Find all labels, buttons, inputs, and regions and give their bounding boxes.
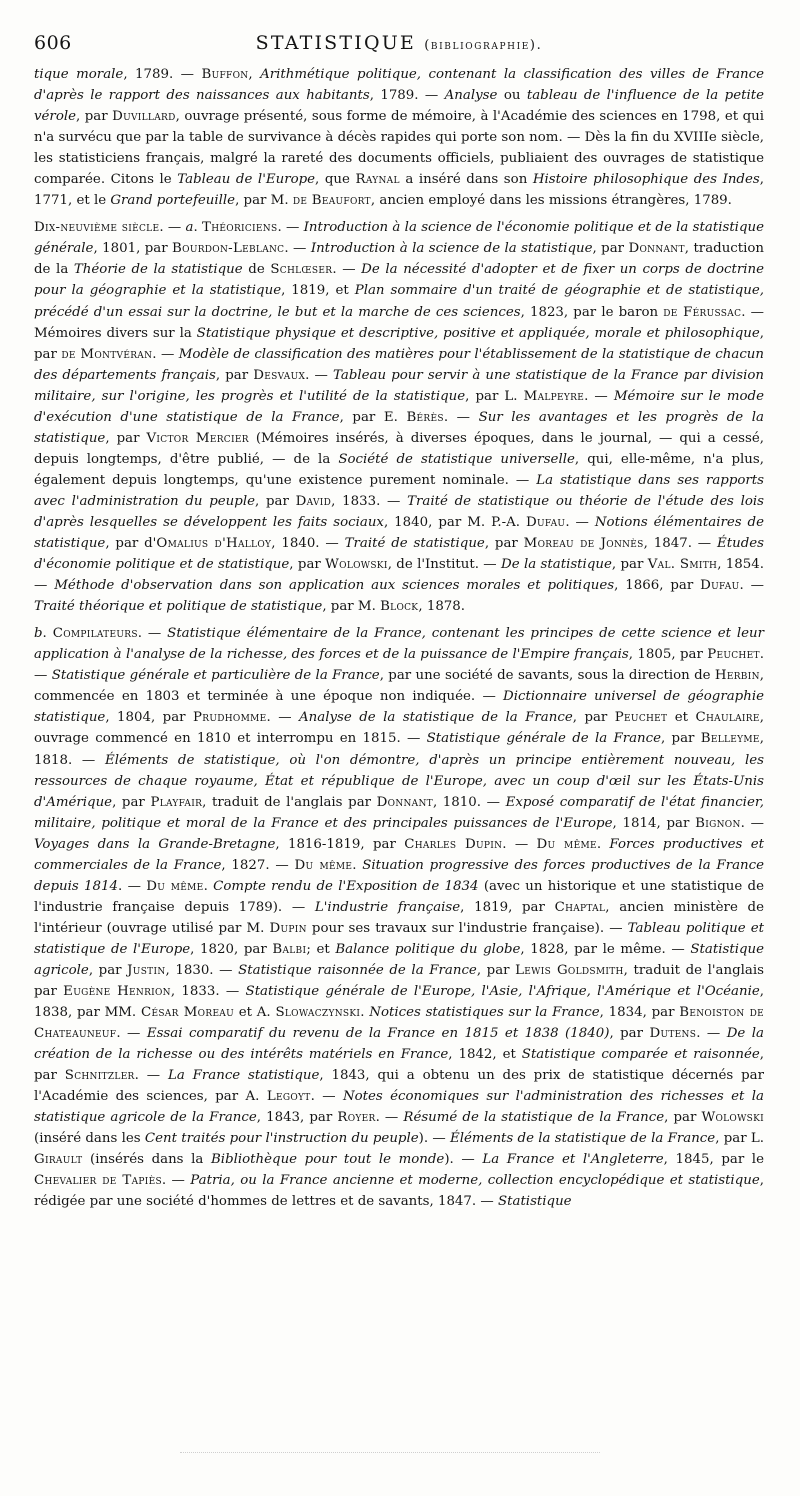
text-run: , traduction de la xyxy=(34,241,765,278)
text-run: , 1845, par le xyxy=(663,1152,764,1168)
text-run: , par M. xyxy=(322,599,381,615)
text-run: , par xyxy=(664,1110,702,1126)
italic-title: tique morale xyxy=(34,67,124,82)
text-run: , par xyxy=(34,325,764,362)
italic-title: La France et l'Angleterre xyxy=(482,1152,664,1168)
italic-title: Cent traités pour l'instruction du peuple xyxy=(144,1131,419,1147)
italic-title: De la création de la richesse ou des intérêts matériels en France xyxy=(34,1026,764,1063)
text-run: de xyxy=(242,262,271,278)
text-run: , par xyxy=(88,962,128,978)
italic-title: Sur les avantages et les progrès de la statistique xyxy=(34,409,764,446)
author-name: Girault xyxy=(34,1152,83,1168)
text-run: , par xyxy=(254,493,296,509)
text-run: ). — xyxy=(444,1152,483,1168)
italic-title: Voyages dans la Grande-Bretagne xyxy=(34,836,276,852)
italic-title: Exposé comparatif de l'état financier, militaire, politique et moral de la France et des principales puissances de l'Europe xyxy=(34,794,764,831)
author-name: Chaulaire xyxy=(695,710,760,726)
text-run: . — xyxy=(584,388,614,404)
text-run: , 1814, par xyxy=(612,815,696,831)
text-run: . — xyxy=(277,220,304,236)
author-name: Schlœser xyxy=(270,262,333,278)
document-body xyxy=(34,64,764,1213)
text-run: , 1866, par xyxy=(614,578,701,594)
text-run: , 1823, par le baron xyxy=(520,304,664,320)
author-name: David xyxy=(295,493,332,509)
text-run: , 1833. — xyxy=(331,493,408,509)
italic-title: L'industrie française xyxy=(314,899,461,915)
text-run: . — xyxy=(740,815,765,831)
text-run: , par L. xyxy=(715,1131,764,1147)
text-run: , par xyxy=(105,430,147,446)
text-run: , 1804, par xyxy=(105,710,194,726)
text-run: , 1843, par xyxy=(256,1110,338,1126)
author-name: Du même xyxy=(294,857,353,873)
text-run: , ouvrage présenté, sous forme de mémoire, à l'Académie des sciences en 1798, et qui n'a survécu que par la table de survivance à décès rapides qui porte son nom. — Dès la fin du XVIIIe siècle, les statisticiens français, malgré la rareté des documents officiels, publiaient des ouvrages de statistique comparée. Citons le xyxy=(34,109,764,188)
italic-title: tableau de l'influence de la petite vérole xyxy=(34,88,764,125)
italic-title: Modèle de classification des matières pour l'établissement de la statistique de chacun des départements français xyxy=(34,346,764,383)
text-run: . — xyxy=(565,514,595,530)
text-run: , par xyxy=(484,536,524,552)
italic-title: Compte rendu de l'Exposition de 1834 xyxy=(213,878,479,894)
text-run: et xyxy=(667,710,696,726)
text-run: , traduit de l'anglais par xyxy=(34,962,764,1000)
italic-title: Plan sommaire d'un traité de géographie et de statistique, précédé d'un essai sur la doctrine, le but et la marche de ces sciences xyxy=(34,283,764,320)
italic-title: Balance politique du globe xyxy=(335,941,521,957)
author-name: Benoiston de Chateauneuf xyxy=(34,1005,765,1042)
text-run: . — xyxy=(310,1089,343,1105)
text-run: , rédigée par une société d'hommes de lettres et de savants, 1847. — xyxy=(34,1173,764,1210)
author-name: Duvillard xyxy=(112,109,176,125)
text-run: , 1830. — xyxy=(165,962,239,978)
text-run: , par xyxy=(592,241,629,257)
text-run: , 1838, par MM. xyxy=(34,984,765,1021)
text-run: . — xyxy=(502,836,537,852)
italic-title: Statistique générale de l'Europe, l'Asie, l'Afrique, l'Amérique et l'Océanie xyxy=(245,984,760,1000)
text-run: . — xyxy=(375,1110,404,1126)
italic-title: Statistique élémentaire de la France, contenant les principes de cette science et leur application à l'analyse de la richesse, des forces et de la puissance de l'Empire français xyxy=(34,626,764,663)
italic-title: Statistique générale de la France xyxy=(426,731,662,747)
author-name: Wolowski xyxy=(325,557,388,573)
text-run: , par d' xyxy=(105,536,157,552)
paragraph xyxy=(34,217,764,617)
text-run: , 1819, et xyxy=(281,283,355,299)
text-run: et A. xyxy=(234,1005,276,1021)
author-name: Donnant xyxy=(628,241,685,257)
text-run: , de l'Institut. — xyxy=(387,557,501,573)
text-run: , qui, elle-même, n'a plus, également depuis longtemps, qu'une existence purement nominale. — xyxy=(34,451,764,488)
italic-title: b xyxy=(34,626,43,642)
text-run: . — xyxy=(305,367,334,383)
text-run: . — xyxy=(118,878,147,894)
italic-title: Tableau de l'Europe xyxy=(177,172,316,188)
author-name: Victor Mercier xyxy=(146,430,249,446)
text-run: a inséré dans son xyxy=(399,172,533,188)
text-run: ; et xyxy=(306,941,336,957)
text-run: , 1789. — xyxy=(369,88,445,104)
text-run: . — xyxy=(137,626,168,642)
text-run: ou xyxy=(497,88,527,104)
italic-title: Résumé de la statistique de la France xyxy=(403,1110,665,1126)
text-run: . — xyxy=(159,220,186,236)
text-run: (insérés dans la xyxy=(82,1152,211,1168)
italic-title: Introduction à la science de l'économie politique et de la statistique générale xyxy=(34,220,764,257)
italic-title: Traité théorique et politique de statistique xyxy=(34,599,323,615)
author-name: Chaptal xyxy=(554,899,606,915)
text-run: , par E. xyxy=(339,409,407,425)
italic-title: Forces productives et commerciales de la France xyxy=(34,836,764,873)
italic-title: Analyse xyxy=(444,88,498,104)
author-name: Bignon xyxy=(695,815,741,831)
author-name: Bérès xyxy=(406,409,444,425)
italic-title: Essai comparatif du revenu de la France en 1815 et 1838 (1840) xyxy=(146,1026,610,1042)
paragraph xyxy=(34,623,764,1212)
author-name: Buffon xyxy=(201,67,249,82)
italic-title: De la nécessité d'adopter et de fixer un corps de doctrine pour la géographie et la statistique xyxy=(34,262,764,299)
italic-title: Dictionnaire universel de géographie statistique xyxy=(34,689,764,726)
author-name: Raynal xyxy=(355,172,400,188)
running-title-sub: (bibliographie). xyxy=(424,38,543,53)
text-run: , 1816-1819, par xyxy=(275,836,405,852)
italic-title: Études d'économie politique et de statistique xyxy=(34,536,764,573)
author-name: Balbi xyxy=(272,941,307,957)
text-run: . xyxy=(360,1005,370,1021)
text-run: . — xyxy=(161,1173,191,1189)
author-name: Malpeyre xyxy=(523,388,585,404)
text-run: , 1820, par xyxy=(190,941,273,957)
author-name: Legoyt xyxy=(266,1089,311,1105)
text-run: , par xyxy=(34,1047,764,1084)
text-run: , par une société de savants, sous la direction de xyxy=(379,668,715,684)
author-name: Du même xyxy=(536,836,597,852)
paragraph xyxy=(34,64,764,211)
author-name: Dufau xyxy=(700,578,740,594)
text-run: , traduit de l'anglais par xyxy=(202,794,377,810)
author-name: de Beaufort xyxy=(292,193,371,209)
text-run: (Mémoires insérés, à diverses époques, dans le journal, — qui a cessé, depuis longtemps, d'être publié, — de la xyxy=(34,430,764,467)
text-run: (inséré dans les xyxy=(34,1131,145,1147)
text-run: . xyxy=(42,626,53,642)
italic-title: Théorie de la statistique xyxy=(73,262,243,278)
text-run: , par xyxy=(661,731,701,747)
text-run: . — xyxy=(739,578,764,594)
italic-title: Situation progressive des forces productives de la France depuis 1814 xyxy=(34,857,764,894)
author-name: de Férussac xyxy=(663,304,742,320)
author-name: Lewis Goldsmith xyxy=(515,962,624,978)
text-run: , par xyxy=(76,109,113,125)
text-run: . xyxy=(596,836,610,852)
text-run: , par xyxy=(289,557,326,573)
italic-title: Société de statistique universelle xyxy=(338,451,575,467)
author-name: Playfair xyxy=(150,794,203,810)
italic-title: Traité de statistique ou théorie de l'étude des lois d'après lesquelles se développent les faits sociaux xyxy=(34,493,764,530)
text-run: , par xyxy=(572,710,615,726)
text-run: , 1827. — xyxy=(221,857,295,873)
text-run: , 1840, par M. P.-A. xyxy=(383,514,526,530)
text-run: , par xyxy=(611,557,648,573)
author-name: Théoriciens xyxy=(202,220,278,236)
text-run: . — xyxy=(152,346,179,362)
author-name: Moreau de Jonnès xyxy=(523,536,644,552)
text-run: . — xyxy=(134,1068,168,1084)
author-name: Desvaux xyxy=(253,367,306,383)
author-name: Bourdon-Leblanc xyxy=(172,241,285,257)
italic-title: Notes économiques sur l'administration des richesses et la statistique agricole de la France xyxy=(34,1089,764,1126)
author-name: Donnant xyxy=(376,794,433,810)
italic-title: Bibliothèque pour tout le monde xyxy=(211,1152,445,1168)
author-name: Dutens xyxy=(649,1026,697,1042)
text-run: , par L. xyxy=(465,388,524,404)
author-name: Prudhomme xyxy=(193,710,267,726)
page-number: 606 xyxy=(34,32,72,54)
text-run: . — xyxy=(332,262,362,278)
italic-title: Statistique xyxy=(497,1194,572,1210)
text-run: , que xyxy=(315,172,356,188)
text-run: . — Mémoires divers sur la xyxy=(34,304,764,341)
text-run: , 1810. — xyxy=(432,794,506,810)
italic-title: Éléments de statistique, où l'on démontre, d'après un principe entièrement nouveau, les ressources de chaque royaume, État et république de l'Europe, avec un coup d'œil sur les États-Unis d'Amérique xyxy=(34,752,765,810)
italic-title: Méthode d'observation dans son application aux sciences morales et politiques xyxy=(54,578,615,594)
text-run: , 1854. — xyxy=(34,557,764,594)
text-run: , 1847. — xyxy=(643,536,717,552)
text-run: (avec un historique et une statistique de l'industrie française depuis 1789). — xyxy=(34,878,764,915)
text-run: . xyxy=(352,857,363,873)
italic-title: Statistique physique et descriptive, positive et appliquée, morale et philosophique xyxy=(196,325,760,341)
author-name: Block xyxy=(380,599,419,615)
author-name: Charles Dupin xyxy=(404,836,503,852)
text-run: , 1819, par xyxy=(460,899,555,915)
author-name: Belleyme xyxy=(700,731,760,747)
italic-title: Statistique agricole xyxy=(34,941,764,978)
text-run: , par xyxy=(215,367,254,383)
text-run: , 1789. — xyxy=(123,67,202,82)
author-name: Dix-neuvième siècle xyxy=(34,220,160,236)
author-name: Peuchet xyxy=(614,710,668,726)
author-name: Eugène Henrion xyxy=(63,984,171,1000)
italic-title: Analyse de la statistique de la France xyxy=(299,710,573,726)
text-run: , 1828, par le même. — xyxy=(520,941,691,957)
text-run: , par xyxy=(609,1026,650,1042)
text-run: , 1878. xyxy=(418,599,466,615)
text-run: , 1818. — xyxy=(34,731,764,768)
text-run: . — xyxy=(443,409,479,425)
text-run: , 1842, et xyxy=(448,1047,522,1063)
text-run: , xyxy=(248,67,261,82)
author-name: Schnitzler xyxy=(64,1068,135,1084)
italic-title: a xyxy=(185,220,194,236)
bottom-rule xyxy=(180,1452,600,1453)
italic-title: Éléments de la statistique de la France xyxy=(450,1131,716,1147)
italic-title: Arithmétique politique, contenant la classification des villes de France d'après le rapport des naissances aux habitants xyxy=(34,67,764,104)
text-run: , ancien employé dans les missions étrangères, 1789. xyxy=(370,193,732,209)
text-run: . — xyxy=(116,1026,147,1042)
italic-title: Tableau pour servir à une statistique de la France par division militaire, sur l'origine, les progrès et l'utilité de la statistique xyxy=(34,367,764,404)
italic-title: Notices statistiques sur la France xyxy=(369,1005,600,1021)
text-run: , 1805, par xyxy=(628,647,708,663)
author-name: Wolowski xyxy=(701,1110,764,1126)
text-run: . — xyxy=(266,710,300,726)
author-name: Compilateurs xyxy=(52,626,138,642)
text-run: , par xyxy=(112,794,151,810)
text-run: , ouvrage commencé en 1810 et interrompu en 1815. — xyxy=(34,710,764,747)
text-run: , 1843, qui a obtenu un des prix de statistique décernés par l'Académie des sciences, par A. xyxy=(34,1068,764,1105)
text-run: ). — xyxy=(418,1131,450,1147)
text-run: . xyxy=(193,220,203,236)
text-run: , par xyxy=(476,962,516,978)
text-run: . — xyxy=(696,1026,727,1042)
italic-title: Traité de statistique xyxy=(344,536,485,552)
text-run: , ancien ministère de l'intérieur (ouvrage utilisé par M. xyxy=(34,899,764,936)
italic-title: Grand portefeuille xyxy=(110,193,236,209)
text-run: . — xyxy=(284,241,311,257)
text-run: , 1834, par xyxy=(599,1005,680,1021)
italic-title: Mémoire sur le mode d'exécution d'une statistique de la France xyxy=(34,388,764,425)
italic-title: Statistique générale et particulière de la France xyxy=(51,668,380,684)
text-run: . — xyxy=(34,647,764,684)
author-name: César Moreau xyxy=(140,1005,234,1021)
text-run: , 1840. — xyxy=(271,536,345,552)
italic-title: Tableau politique et statistique de l'Europe xyxy=(34,920,764,957)
italic-title: Notions élémentaires de statistique xyxy=(34,514,764,552)
author-name: Justin xyxy=(127,962,166,978)
author-name: Herbin xyxy=(714,668,760,684)
italic-title: Patria, ou la France ancienne et moderne, collection encyclopédique et statistique xyxy=(190,1173,760,1189)
italic-title: Statistique comparée et raisonnée xyxy=(521,1047,760,1063)
author-name: Val. Smith xyxy=(647,557,718,573)
author-name: Dupin xyxy=(269,920,307,936)
italic-title: La France statistique xyxy=(167,1068,320,1084)
text-run: , par M. xyxy=(235,193,293,209)
running-title-main: STATISTIQUE xyxy=(255,32,417,54)
author-name: Slowaczynski xyxy=(275,1005,361,1021)
author-name: Chevalier de Tapiès xyxy=(34,1173,162,1189)
author-name: Dufau xyxy=(525,514,566,530)
italic-title: Statistique raisonnée de la France xyxy=(238,962,477,978)
author-name: Du même xyxy=(146,878,204,894)
text-run: , 1833. — xyxy=(170,984,246,1000)
author-name: Peuchet xyxy=(707,647,760,663)
text-run: , 1801, par xyxy=(93,241,173,257)
italic-title: Histoire philosophique des Indes xyxy=(532,172,760,188)
running-title xyxy=(34,32,764,54)
page-header xyxy=(34,32,764,62)
author-name: de Montvéran xyxy=(61,346,153,362)
author-name: Royer xyxy=(337,1110,376,1126)
text-run: , 1771, et le xyxy=(34,172,764,209)
italic-title: La statistique dans ses rapports avec l'administration du peuple xyxy=(34,472,764,509)
text-run: pour ses travaux sur l'industrie française). — xyxy=(306,920,628,936)
text-run: . xyxy=(203,878,214,894)
italic-title: Introduction à la science de la statistique xyxy=(310,241,593,257)
author-name: Omalius d'Halloy xyxy=(156,536,272,552)
text-run: , commencée en 1803 et terminée à une époque non indiquée. — xyxy=(34,668,764,705)
italic-title: De la statistique xyxy=(501,557,612,573)
